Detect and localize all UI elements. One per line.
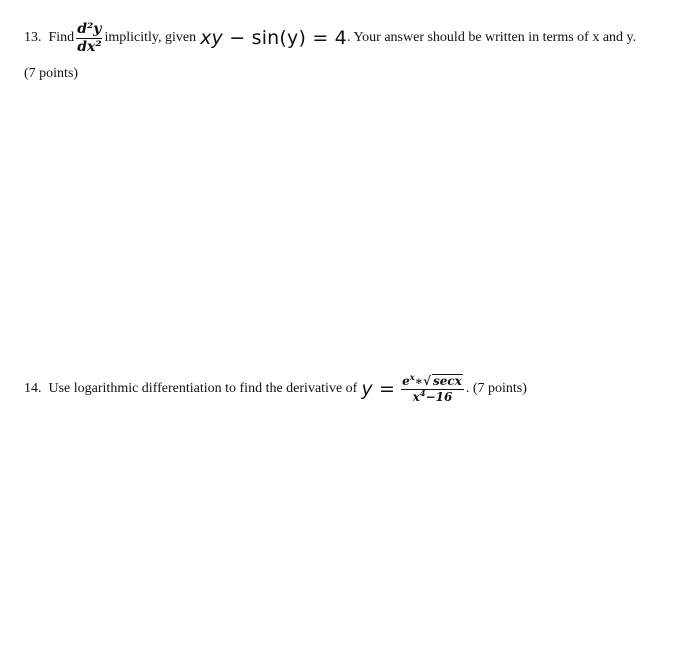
function-denominator: [412, 387, 454, 404]
problem-14-equation: [361, 378, 395, 400]
equation-y: y: [361, 377, 373, 400]
numerator-operator: ∗√: [414, 374, 431, 388]
square-root-secx: secx: [432, 374, 462, 388]
equation-equals: =: [372, 377, 396, 400]
problem-13-find-text: Find: [48, 30, 75, 46]
numerator-exponent: x: [409, 372, 415, 382]
problem-14-text: Use logarithmic differentiation to find the derivative of: [48, 380, 358, 396]
problem-14-points: . (7 points): [465, 380, 527, 396]
problem-13-statement: [24, 22, 636, 54]
problem-13-implicitly-text: implicitly, given: [104, 30, 197, 46]
denominator-exponent: 4: [419, 387, 426, 398]
denominator-x: x: [412, 389, 420, 404]
function-numerator: [401, 374, 464, 388]
problem-14-number: 14.: [24, 380, 42, 396]
equation-xy: xy: [200, 27, 223, 50]
function-fraction: [401, 374, 464, 403]
problem-13-instructions: . Your answer should be written in terms of x and y.: [346, 30, 637, 46]
second-derivative-fraction: [76, 22, 102, 54]
numerator-e: e: [402, 374, 410, 388]
problem-13-number: 13.: [24, 30, 42, 46]
denominator-rest: −16: [425, 389, 453, 404]
problem-13-equation: [200, 27, 347, 49]
equation-rest: − sin(y) = 4: [223, 27, 347, 50]
problem-13-points: (7 points): [24, 66, 79, 81]
problem-14-statement: [24, 374, 527, 403]
fraction-numerator: d²y: [77, 21, 102, 37]
fraction-denominator: dx²: [77, 38, 102, 55]
